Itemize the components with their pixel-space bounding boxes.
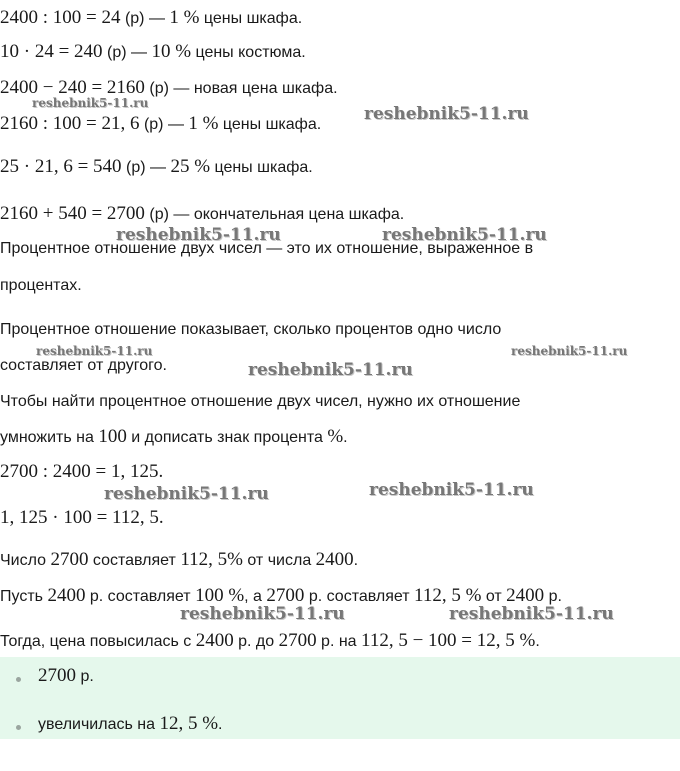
text: (р) — [139, 116, 189, 133]
math: 2400 [315, 549, 354, 570]
math: 2700 [278, 630, 317, 651]
text: умножить на [0, 429, 99, 446]
calc-line-6 [0, 204, 404, 225]
math: 2700 [50, 549, 89, 570]
text: р. до [233, 633, 279, 650]
math: 1 % [169, 7, 200, 28]
answer-1 [38, 665, 94, 687]
watermark: reshebnik5-11.ru [364, 104, 529, 124]
math: 2160 : 100 = 21, 6 [0, 113, 140, 134]
text: цены шкафа. [218, 116, 322, 133]
answer-2 [38, 713, 222, 735]
text: р. [76, 668, 94, 685]
text: . [343, 429, 348, 446]
text: , а [244, 588, 267, 605]
text: цены костюма. [191, 44, 306, 61]
answer-block [0, 657, 680, 739]
math: 1 % [188, 113, 219, 134]
bullet-icon [16, 725, 21, 730]
calc-line-1 [0, 8, 302, 29]
text: (р) — [102, 44, 152, 61]
bullet-icon [16, 677, 21, 682]
text: от [481, 588, 507, 605]
calc-line-5 [0, 157, 313, 178]
text: Тогда, цена повысилась с [0, 633, 196, 650]
text: . [353, 552, 359, 569]
watermark: reshebnik5-11.ru [369, 480, 534, 500]
definition-line-1: Процентное отношение двух чисел — это их отношение, выраженное в [0, 240, 534, 257]
text: Число [0, 552, 51, 569]
explanation-line-2: составляет от другого. [0, 357, 167, 374]
math: 2700 [38, 665, 76, 686]
definition-line-2: процентах. [0, 277, 82, 294]
math: 2700 : 2400 = 1, 125. [0, 461, 164, 482]
conclusion-line-3 [0, 631, 540, 652]
rule-line-2 [0, 427, 348, 448]
math: % [327, 426, 344, 447]
text: р. на [316, 633, 362, 650]
math: 2160 + 540 = 2700 [0, 203, 145, 224]
text: от числа [242, 552, 316, 569]
math: 112, 5 % [414, 585, 482, 606]
math: 12, 5 % [159, 713, 219, 734]
percent-calc [0, 508, 164, 529]
math: 10 % [151, 41, 192, 62]
watermark: reshebnik5-11.ru [382, 225, 547, 245]
text: Пусть [0, 588, 48, 605]
watermark: reshebnik5-11.ru [511, 344, 628, 358]
math: 2400 − 240 = 2160 [0, 77, 145, 98]
text: р. составляет [304, 588, 415, 605]
watermark: reshebnik5-11.ru [116, 225, 281, 245]
explanation-line-1: Процентное отношение показывает, сколько процентов одно число [0, 321, 502, 338]
ratio-calc [0, 462, 163, 483]
text: р. составляет [85, 588, 196, 605]
calc-line-2 [0, 42, 306, 63]
calc-line-4 [0, 114, 321, 135]
math: 2400 [195, 630, 234, 651]
watermark: reshebnik5-11.ru [248, 360, 413, 380]
math: 10 · 24 = 240 [0, 41, 103, 62]
math: 2400 [506, 585, 545, 606]
watermark: reshebnik5-11.ru [104, 484, 269, 504]
watermark: reshebnik5-11.ru [32, 96, 149, 110]
math: 2700 [266, 585, 305, 606]
math: 112, 5 − 100 = 12, 5 % [361, 630, 536, 651]
text: и дописать знак процента [126, 429, 328, 446]
text: (р) — окончательная цена шкафа. [144, 206, 405, 223]
watermark: reshebnik5-11.ru [449, 604, 614, 624]
text: цены шкафа. [199, 10, 303, 27]
text: составляет [88, 552, 181, 569]
rule-line-1: Чтобы найти процентное отношение двух чисел, нужно их отношение [0, 393, 521, 410]
text: (р) — [120, 10, 170, 27]
text: цены шкафа. [210, 159, 313, 176]
math: 1, 125 · 100 = 112, 5. [0, 507, 164, 528]
watermark: reshebnik5-11.ru [36, 344, 153, 358]
math: 25 % [170, 156, 211, 177]
math: 25 · 21, 6 = 540 [0, 156, 122, 177]
text: (р) — [121, 159, 171, 176]
watermark: reshebnik5-11.ru [180, 604, 345, 624]
text: . [535, 633, 540, 650]
text: . [218, 716, 223, 733]
text: увеличилась на [38, 716, 160, 733]
text: (р) — новая цена шкафа. [144, 80, 338, 97]
math: 2400 : 100 = 24 [0, 7, 121, 28]
math: 112, 5% [180, 549, 243, 570]
math: 100 % [195, 585, 245, 606]
math: 100 [98, 426, 127, 447]
conclusion-line-1 [0, 550, 358, 571]
text: р. [544, 588, 562, 605]
math: 2400 [47, 585, 86, 606]
